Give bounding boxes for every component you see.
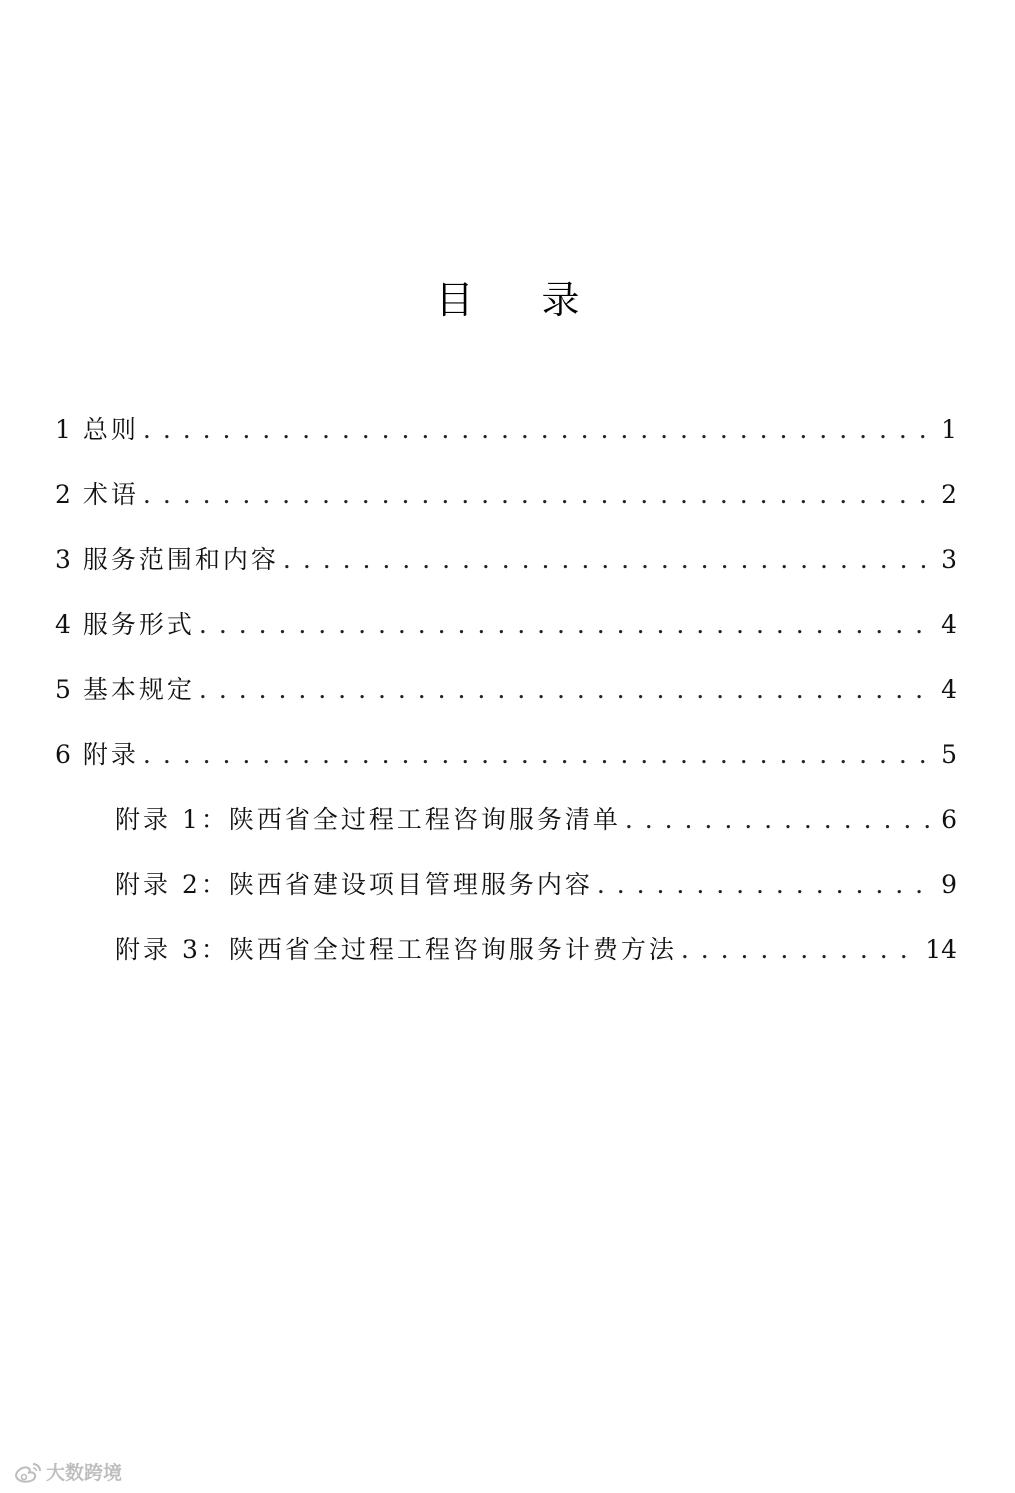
toc-entry-number: 6 — [55, 740, 71, 769]
toc-entry-page: 5 — [941, 740, 957, 769]
dot-leader — [143, 470, 937, 520]
watermark — [12, 1458, 122, 1485]
toc-entry-page: 2 — [941, 480, 957, 509]
weibo-logo-icon — [12, 1460, 42, 1484]
toc-entry-1[interactable] — [55, 405, 957, 470]
toc-entry-appendix-1[interactable] — [55, 795, 957, 860]
dot-leader — [597, 860, 937, 910]
toc-entry-number: 1 — [55, 415, 71, 444]
page-title: 目 录 — [435, 278, 608, 322]
toc-entry-page: 4 — [941, 675, 957, 704]
toc-entry-4[interactable] — [55, 600, 957, 665]
dot-leader — [143, 405, 937, 455]
toc-entry-label: 基本规定 — [82, 675, 195, 704]
toc-entry-page: 14 — [925, 935, 957, 964]
watermark-text: 大数跨境 — [46, 1462, 123, 1484]
toc-entry-label: 附录 3：陕西省全过程工程咨询服务计费方法 — [115, 935, 677, 964]
toc-entry-5[interactable] — [55, 665, 957, 730]
dot-leader — [283, 535, 937, 585]
toc-entry-label: 总则 — [82, 415, 139, 444]
toc-entry-label: 附录 — [82, 740, 139, 769]
table-of-contents — [55, 405, 957, 990]
toc-entry-label: 服务形式 — [82, 610, 195, 639]
toc-entry-label: 服务范围和内容 — [82, 545, 279, 574]
dot-leader — [199, 600, 937, 650]
toc-entry-label: 术语 — [82, 480, 139, 509]
toc-entry-number: 5 — [55, 675, 71, 704]
dot-leader — [143, 730, 937, 780]
toc-entry-number: 4 — [55, 610, 71, 639]
toc-entry-page: 6 — [941, 805, 957, 834]
toc-entry-page: 1 — [941, 415, 957, 444]
toc-entry-3[interactable] — [55, 535, 957, 600]
toc-entry-page: 9 — [941, 870, 957, 899]
toc-entry-appendix-3[interactable] — [55, 925, 957, 990]
toc-entry-number: 2 — [55, 480, 71, 509]
toc-entry-page: 3 — [941, 545, 957, 574]
toc-entry-label: 附录 1：陕西省全过程工程咨询服务清单 — [115, 805, 621, 834]
dot-leader — [199, 665, 937, 715]
dot-leader — [625, 795, 937, 845]
toc-entry-page: 4 — [941, 610, 957, 639]
dot-leader — [681, 925, 921, 975]
toc-entry-label: 附录 2：陕西省建设项目管理服务内容 — [115, 870, 593, 899]
toc-entry-2[interactable] — [55, 470, 957, 535]
toc-entry-number: 3 — [55, 545, 71, 574]
toc-entry-6[interactable] — [55, 730, 957, 795]
toc-entry-appendix-2[interactable] — [55, 860, 957, 925]
